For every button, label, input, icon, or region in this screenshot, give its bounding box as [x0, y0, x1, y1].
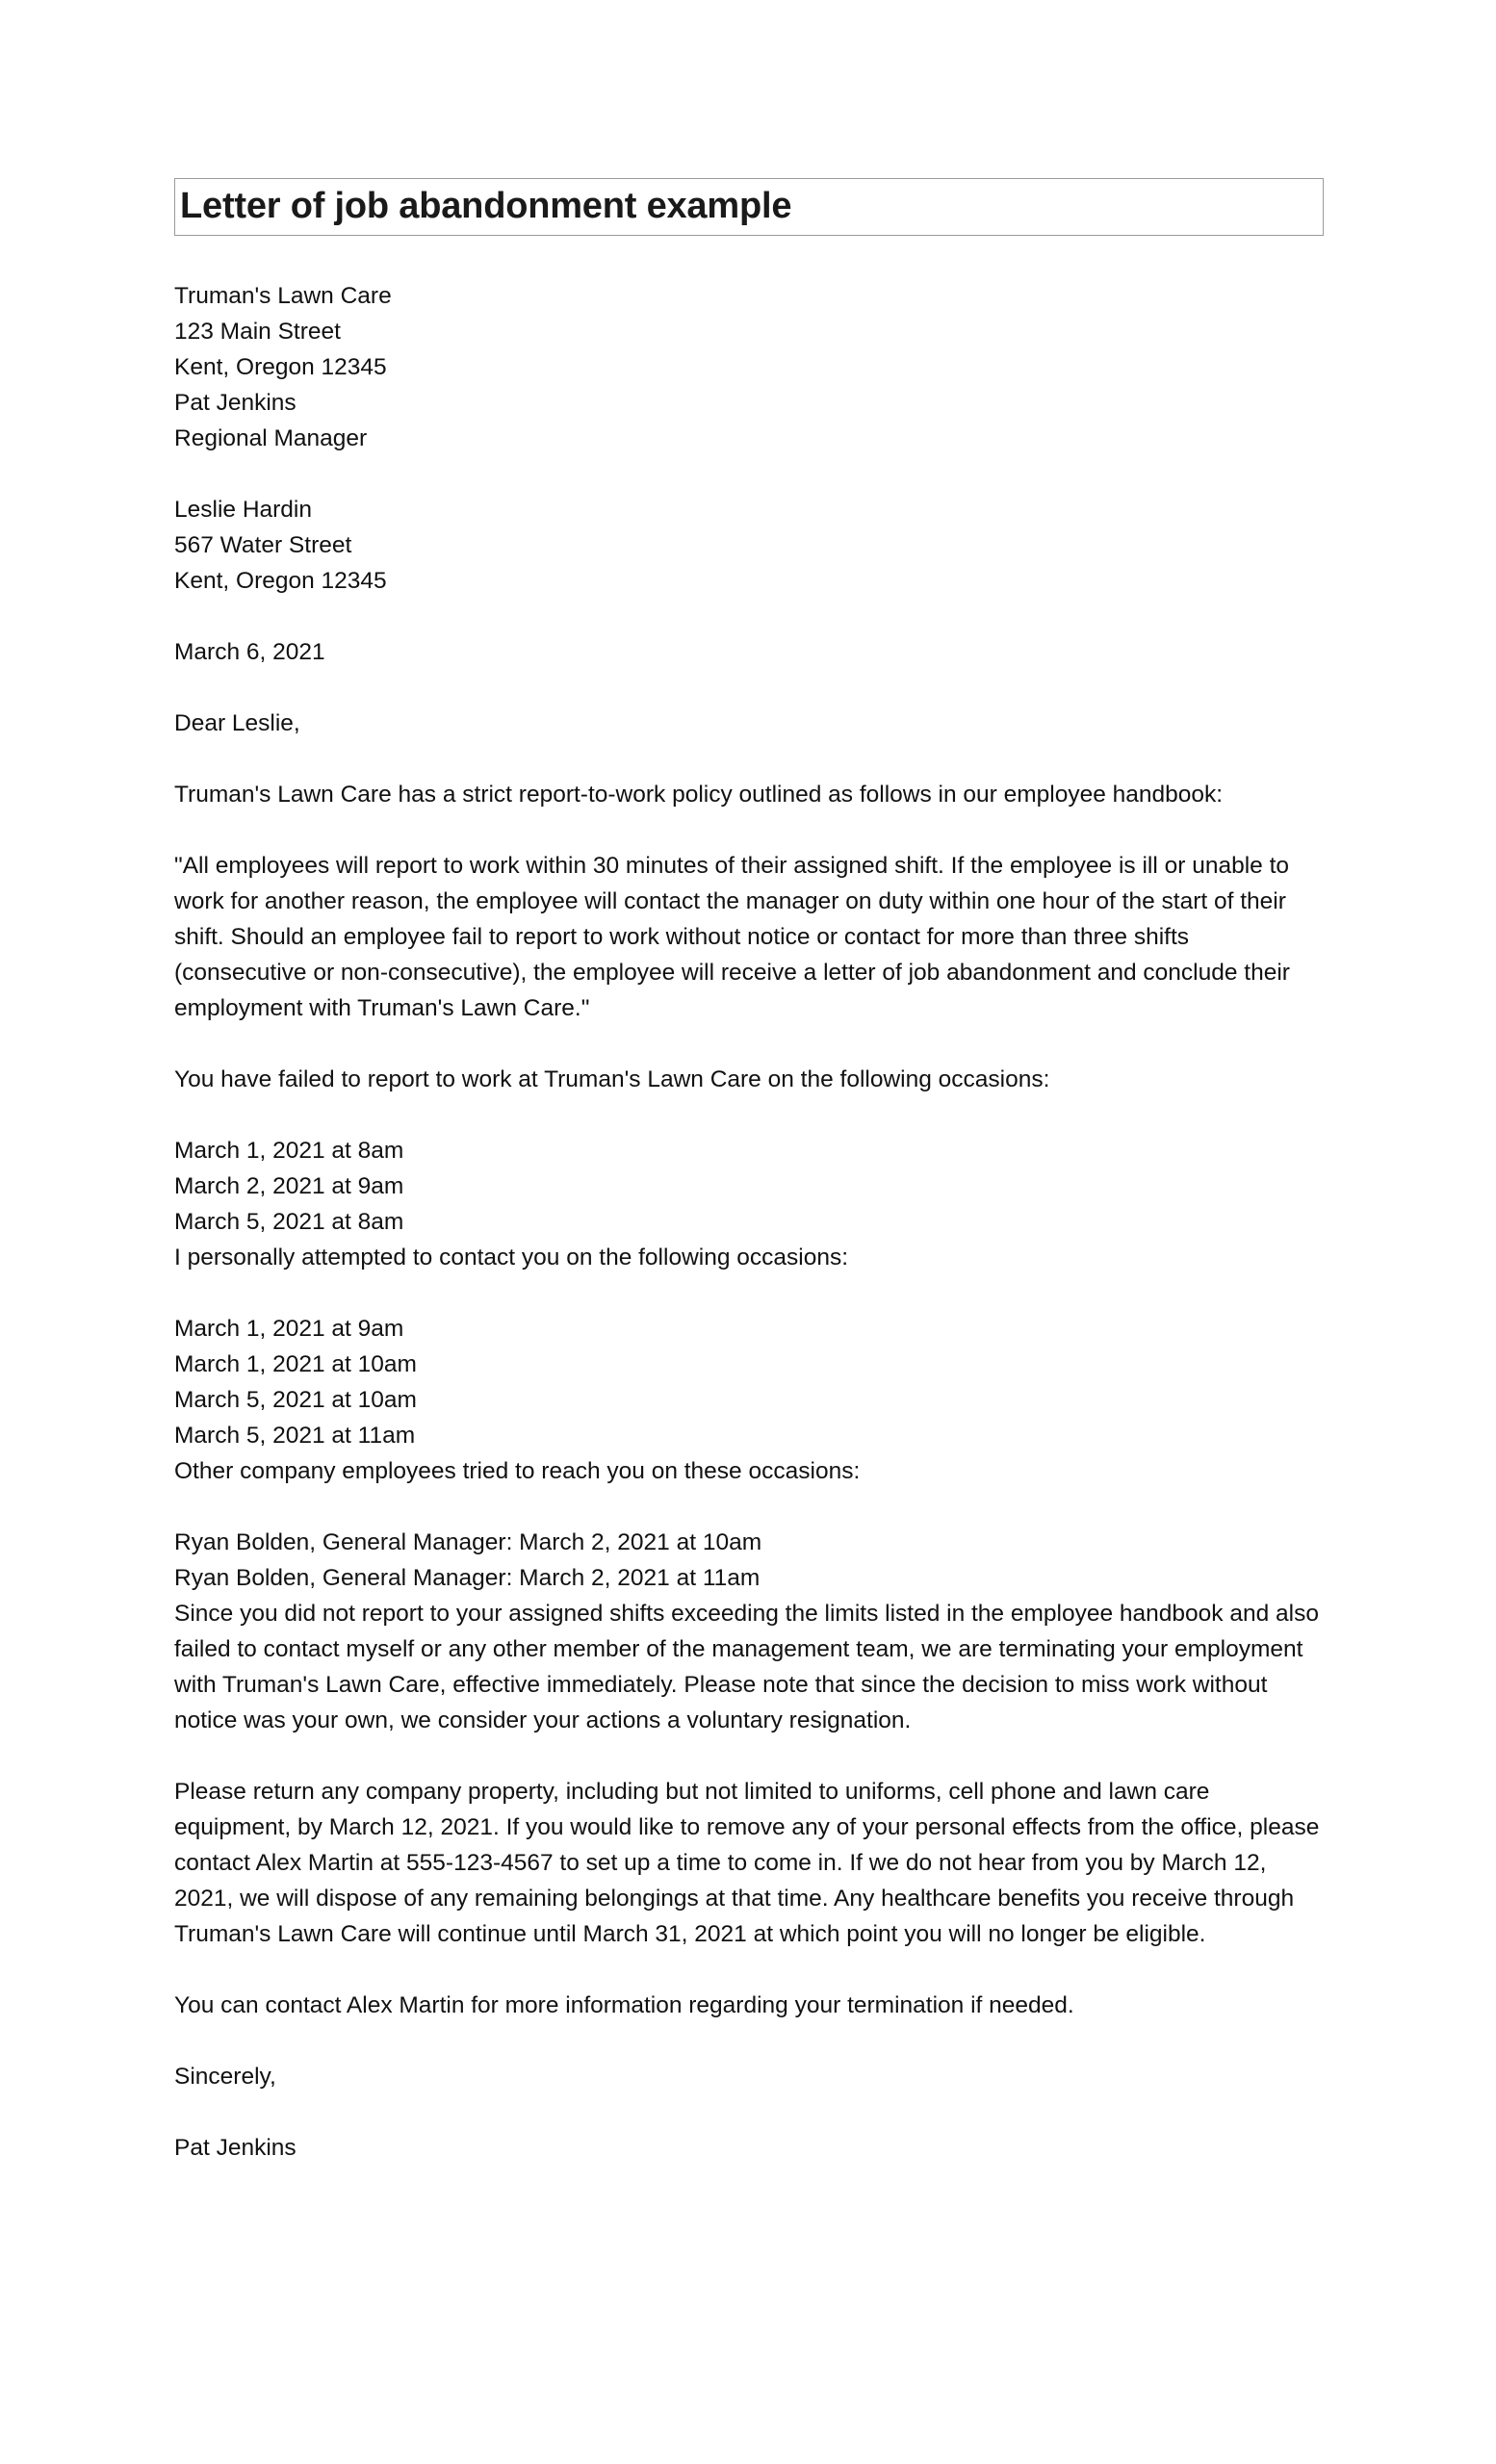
spacer: [174, 812, 1324, 848]
spacer: [174, 1275, 1324, 1311]
spacer: [174, 456, 1324, 492]
missed-shifts-list: [174, 1133, 1324, 1275]
spacer: [174, 1489, 1324, 1525]
other-employee-contact-list: [174, 1525, 1324, 1738]
sender-line: Truman's Lawn Care: [174, 283, 392, 309]
recipient-line: 567 Water Street: [174, 532, 352, 558]
spacer: [174, 1952, 1324, 1988]
sender-line: Regional Manager: [174, 425, 368, 451]
letter-content: [174, 178, 1324, 2166]
sender-address-block: [174, 278, 1324, 456]
sender-line: Pat Jenkins: [174, 390, 297, 416]
spacer: [174, 670, 1324, 706]
recipient-line: Leslie Hardin: [174, 497, 312, 523]
list-item: Ryan Bolden, General Manager: March 2, 2021 at 11am: [174, 1565, 761, 1591]
letter-body: [174, 278, 1324, 2166]
personal-contact-list: [174, 1311, 1324, 1489]
list-item: March 2, 2021 at 9am: [174, 1173, 404, 1199]
recipient-address-block: [174, 492, 1324, 599]
list-item: March 5, 2021 at 10am: [174, 1387, 417, 1413]
spacer: [174, 599, 1324, 634]
signature-name: Pat Jenkins: [174, 2135, 297, 2161]
recipient-line: Kent, Oregon 12345: [174, 568, 387, 594]
other-employees-intro: Other company employees tried to reach you on these occasions:: [174, 1458, 861, 1484]
spacer: [174, 2023, 1324, 2059]
list-item: March 5, 2021 at 11am: [174, 1423, 416, 1449]
list-item: March 5, 2021 at 8am: [174, 1209, 404, 1235]
spacer: [174, 741, 1324, 777]
list-item: March 1, 2021 at 9am: [174, 1316, 404, 1342]
spacer: [174, 1738, 1324, 1774]
page-title: Letter of job abandonment example: [180, 186, 792, 226]
list-item: Ryan Bolden, General Manager: March 2, 2021 at 10am: [174, 1529, 762, 1555]
intro-paragraph: Truman's Lawn Care has a strict report-to-work policy outlined as follows in our employee handbook:: [174, 782, 1224, 808]
list-item: March 1, 2021 at 8am: [174, 1138, 404, 1164]
sender-line: Kent, Oregon 12345: [174, 354, 387, 380]
closing: Sincerely,: [174, 2064, 276, 2090]
termination-paragraph: Since you did not report to your assigned shifts exceeding the limits listed in the employee handbook and also failed to contact myself or any other member of the management team, we are terminating your employment with Truman's Lawn Care, effective immediately. Please note that since the decision to miss work without notice was your own, we consider your actions a voluntary resignation.: [174, 1601, 1319, 1733]
list-item: March 1, 2021 at 10am: [174, 1351, 417, 1377]
spacer: [174, 1097, 1324, 1133]
spacer: [174, 1026, 1324, 1062]
contact-info-paragraph: You can contact Alex Martin for more information regarding your termination if needed.: [174, 1992, 1074, 2018]
title-box: [174, 178, 1324, 236]
salutation: Dear Leslie,: [174, 710, 300, 736]
missed-shifts-intro: You have failed to report to work at Truman's Lawn Care on the following occasions:: [174, 1066, 1050, 1092]
spacer: [174, 2094, 1324, 2130]
policy-quote-paragraph: "All employees will report to work within 30 minutes of their assigned shift. If the employee is ill or unable to work for another reason, the employee will contact the manager on duty within one hour of the start of their shift. Should an employee fail to report to work without notice or contact for more than three shifts (consecutive or non-consecutive), the employee will receive a letter of job abandonment and conclude their employment with Truman's Lawn Care.": [174, 853, 1290, 1021]
sender-line: 123 Main Street: [174, 319, 341, 345]
letter-date: March 6, 2021: [174, 639, 325, 665]
personal-contact-intro: I personally attempted to contact you on the following occasions:: [174, 1245, 849, 1270]
property-return-paragraph: Please return any company property, including but not limited to uniforms, cell phone and lawn care equipment, by March 12, 2021. If you would like to remove any of your personal effects from the office, please contact Alex Martin at 555-123-4567 to set up a time to come in. If we do not hear from you by March 12, 2021, we will dispose of any remaining belongings at that time. Any healthcare benefits you receive through Truman's Lawn Care will continue until March 31, 2021 at which point you will no longer be eligible.: [174, 1779, 1320, 1947]
